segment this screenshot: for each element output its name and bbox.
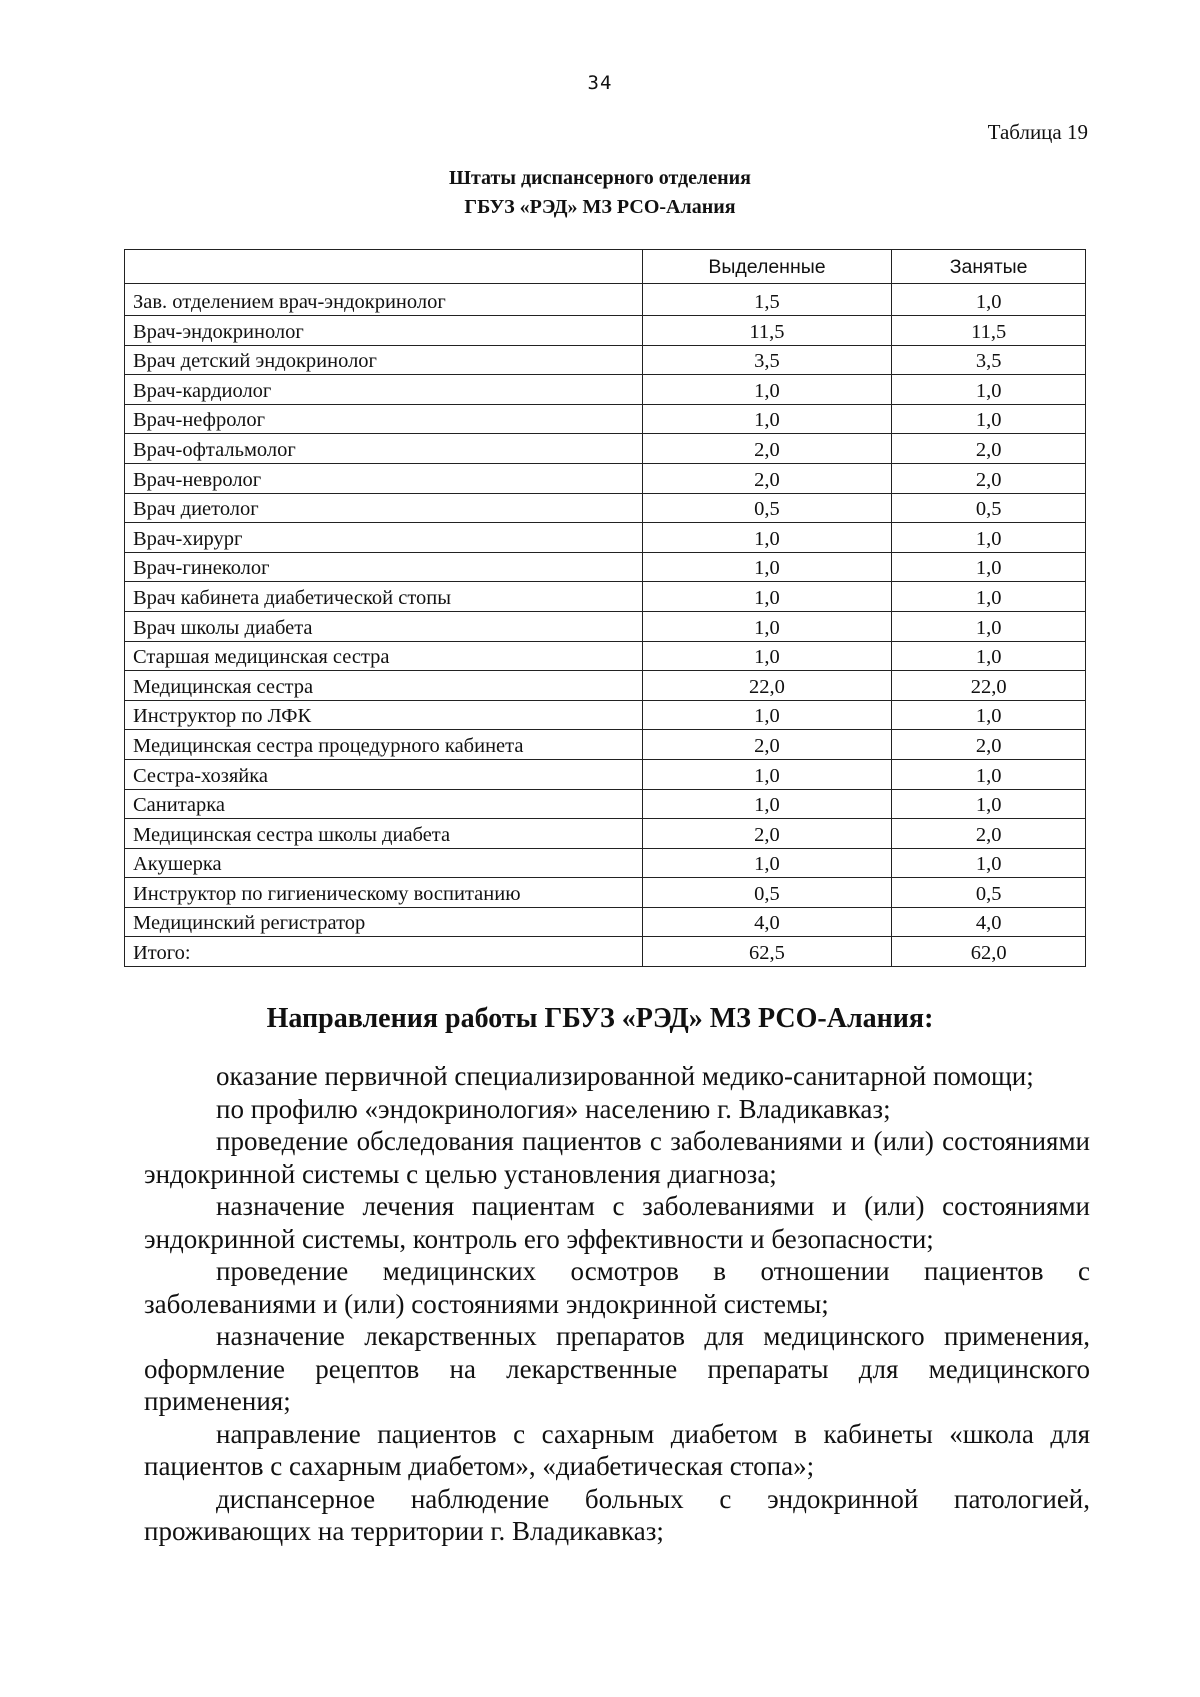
header-occupied: Занятые bbox=[892, 250, 1086, 284]
table-row bbox=[125, 375, 1086, 405]
allocated-cell: 2,0 bbox=[642, 819, 892, 849]
direction-item: назначение лечения пациентам с заболеваниями и (или) состояниями эндокринной системы, контроль его эффективности и безопасности; bbox=[144, 1191, 1090, 1254]
occupied-cell: 1,0 bbox=[892, 700, 1086, 730]
position-cell: Инструктор по гигиеническому воспитанию bbox=[125, 878, 643, 908]
allocated-cell: 0,5 bbox=[642, 493, 892, 523]
allocated-cell: 1,0 bbox=[642, 582, 892, 612]
occupied-cell: 1,0 bbox=[892, 641, 1086, 671]
occupied-cell: 2,0 bbox=[892, 434, 1086, 464]
position-cell: Итого: bbox=[125, 937, 643, 967]
table-row bbox=[125, 878, 1086, 908]
occupied-cell: 1,0 bbox=[892, 552, 1086, 582]
allocated-cell: 11,5 bbox=[642, 316, 892, 346]
table-row bbox=[125, 848, 1086, 878]
direction-item: диспансерное наблюдение больных с эндокринной патологией, проживающих на территории г. Владикавказ; bbox=[144, 1483, 1090, 1546]
allocated-cell: 4,0 bbox=[642, 907, 892, 937]
position-cell: Врач-нефролог bbox=[125, 404, 643, 434]
allocated-cell: 1,5 bbox=[642, 284, 892, 316]
staff-table bbox=[124, 249, 1086, 967]
work-directions-list bbox=[144, 1060, 1090, 1548]
allocated-cell: 1,0 bbox=[642, 611, 892, 641]
allocated-cell: 1,0 bbox=[642, 404, 892, 434]
table-total-row bbox=[125, 937, 1086, 967]
table-row bbox=[125, 611, 1086, 641]
allocated-cell: 1,0 bbox=[642, 848, 892, 878]
header-position bbox=[125, 250, 643, 284]
occupied-cell: 2,0 bbox=[892, 819, 1086, 849]
table-row bbox=[125, 907, 1086, 937]
table-row bbox=[125, 434, 1086, 464]
allocated-cell: 2,0 bbox=[642, 730, 892, 760]
position-cell: Старшая медицинская сестра bbox=[125, 641, 643, 671]
position-cell: Врач-невролог bbox=[125, 463, 643, 493]
position-cell: Медицинский регистратор bbox=[125, 907, 643, 937]
table-row bbox=[125, 523, 1086, 553]
position-cell: Сестра-хозяйка bbox=[125, 759, 643, 789]
direction-item: по профилю «эндокринология» населению г. Владикавказ; bbox=[216, 1093, 891, 1124]
allocated-cell: 1,0 bbox=[642, 759, 892, 789]
occupied-cell: 11,5 bbox=[892, 316, 1086, 346]
occupied-cell: 1,0 bbox=[892, 611, 1086, 641]
table-row bbox=[125, 552, 1086, 582]
table-row bbox=[125, 789, 1086, 819]
allocated-cell: 1,0 bbox=[642, 552, 892, 582]
occupied-cell: 1,0 bbox=[892, 582, 1086, 612]
table-title-line-1: Штаты диспансерного отделения bbox=[448, 167, 751, 189]
position-cell: Акушерка bbox=[125, 848, 643, 878]
occupied-cell: 1,0 bbox=[892, 789, 1086, 819]
occupied-cell: 0,5 bbox=[892, 493, 1086, 523]
table-row bbox=[125, 345, 1086, 375]
table-row bbox=[125, 819, 1086, 849]
position-cell: Зав. отделением врач-эндокринолог bbox=[125, 284, 643, 316]
occupied-cell: 1,0 bbox=[892, 375, 1086, 405]
allocated-cell: 3,5 bbox=[642, 345, 892, 375]
table-row bbox=[125, 641, 1086, 671]
allocated-cell: 22,0 bbox=[642, 671, 892, 701]
position-cell: Врач-хирург bbox=[125, 523, 643, 553]
allocated-cell: 1,0 bbox=[642, 789, 892, 819]
occupied-cell: 1,0 bbox=[892, 523, 1086, 553]
table-row bbox=[125, 493, 1086, 523]
occupied-cell: 1,0 bbox=[892, 848, 1086, 878]
position-cell: Врач школы диабета bbox=[125, 611, 643, 641]
table-row bbox=[125, 316, 1086, 346]
direction-item: назначение лекарственных препаратов для медицинского применения, оформление рецептов на лекарственные препараты для медицинского применения; bbox=[144, 1321, 1090, 1416]
occupied-cell: 2,0 bbox=[892, 463, 1086, 493]
table-row bbox=[125, 463, 1086, 493]
position-cell: Врач-эндокринолог bbox=[125, 316, 643, 346]
position-cell: Медицинская сестра bbox=[125, 671, 643, 701]
section-heading: Направления работы ГБУЗ «РЭД» МЗ РСО-Алания: bbox=[266, 1003, 934, 1034]
page-number: 34 bbox=[587, 72, 613, 94]
allocated-cell: 1,0 bbox=[642, 375, 892, 405]
header-allocated: Выделенные bbox=[642, 250, 892, 284]
table-row bbox=[125, 759, 1086, 789]
position-cell: Инструктор по ЛФК bbox=[125, 700, 643, 730]
occupied-cell: 3,5 bbox=[892, 345, 1086, 375]
direction-item: оказание первичной специализированной медико-санитарной помощи; bbox=[216, 1061, 1034, 1091]
table-row bbox=[125, 671, 1086, 701]
position-cell: Санитарка bbox=[125, 789, 643, 819]
position-cell: Врач-кардиолог bbox=[125, 375, 643, 405]
table-row bbox=[125, 404, 1086, 434]
position-cell: Врач-офтальмолог bbox=[125, 434, 643, 464]
occupied-cell: 4,0 bbox=[892, 907, 1086, 937]
direction-item: направление пациентов с сахарным диабетом в кабинеты «школа для пациентов с сахарным диабетом», «диабетическая стопа»; bbox=[144, 1418, 1090, 1481]
allocated-cell: 0,5 bbox=[642, 878, 892, 908]
allocated-cell: 62,5 bbox=[642, 937, 892, 967]
allocated-cell: 2,0 bbox=[642, 434, 892, 464]
position-cell: Медицинская сестра школы диабета bbox=[125, 819, 643, 849]
position-cell: Врач диетолог bbox=[125, 493, 643, 523]
position-cell: Врач детский эндокринолог bbox=[125, 345, 643, 375]
table-label: Таблица 19 bbox=[987, 120, 1088, 144]
allocated-cell: 1,0 bbox=[642, 700, 892, 730]
table-row bbox=[125, 284, 1086, 316]
position-cell: Врач-гинеколог bbox=[125, 552, 643, 582]
table-title-line-2: ГБУЗ «РЭД» МЗ РСО-Алания bbox=[464, 196, 736, 218]
occupied-cell: 1,0 bbox=[892, 404, 1086, 434]
position-cell: Медицинская сестра процедурного кабинета bbox=[125, 730, 643, 760]
table-row bbox=[125, 582, 1086, 612]
position-cell: Врач кабинета диабетической стопы bbox=[125, 582, 643, 612]
allocated-cell: 1,0 bbox=[642, 523, 892, 553]
occupied-cell: 22,0 bbox=[892, 671, 1086, 701]
table-row bbox=[125, 730, 1086, 760]
table-header-row bbox=[125, 250, 1086, 284]
occupied-cell: 0,5 bbox=[892, 878, 1086, 908]
direction-item: проведение обследования пациентов с заболеваниями и (или) состояниями эндокринной системы с целью установления диагноза; bbox=[144, 1126, 1090, 1189]
occupied-cell: 62,0 bbox=[892, 937, 1086, 967]
allocated-cell: 2,0 bbox=[642, 463, 892, 493]
occupied-cell: 2,0 bbox=[892, 730, 1086, 760]
allocated-cell: 1,0 bbox=[642, 641, 892, 671]
occupied-cell: 1,0 bbox=[892, 284, 1086, 316]
table-row bbox=[125, 700, 1086, 730]
table-title bbox=[0, 164, 1200, 222]
direction-item: проведение медицинских осмотров в отношении пациентов с заболеваниями и (или) состояниями эндокринной системы; bbox=[144, 1256, 1090, 1319]
occupied-cell: 1,0 bbox=[892, 759, 1086, 789]
